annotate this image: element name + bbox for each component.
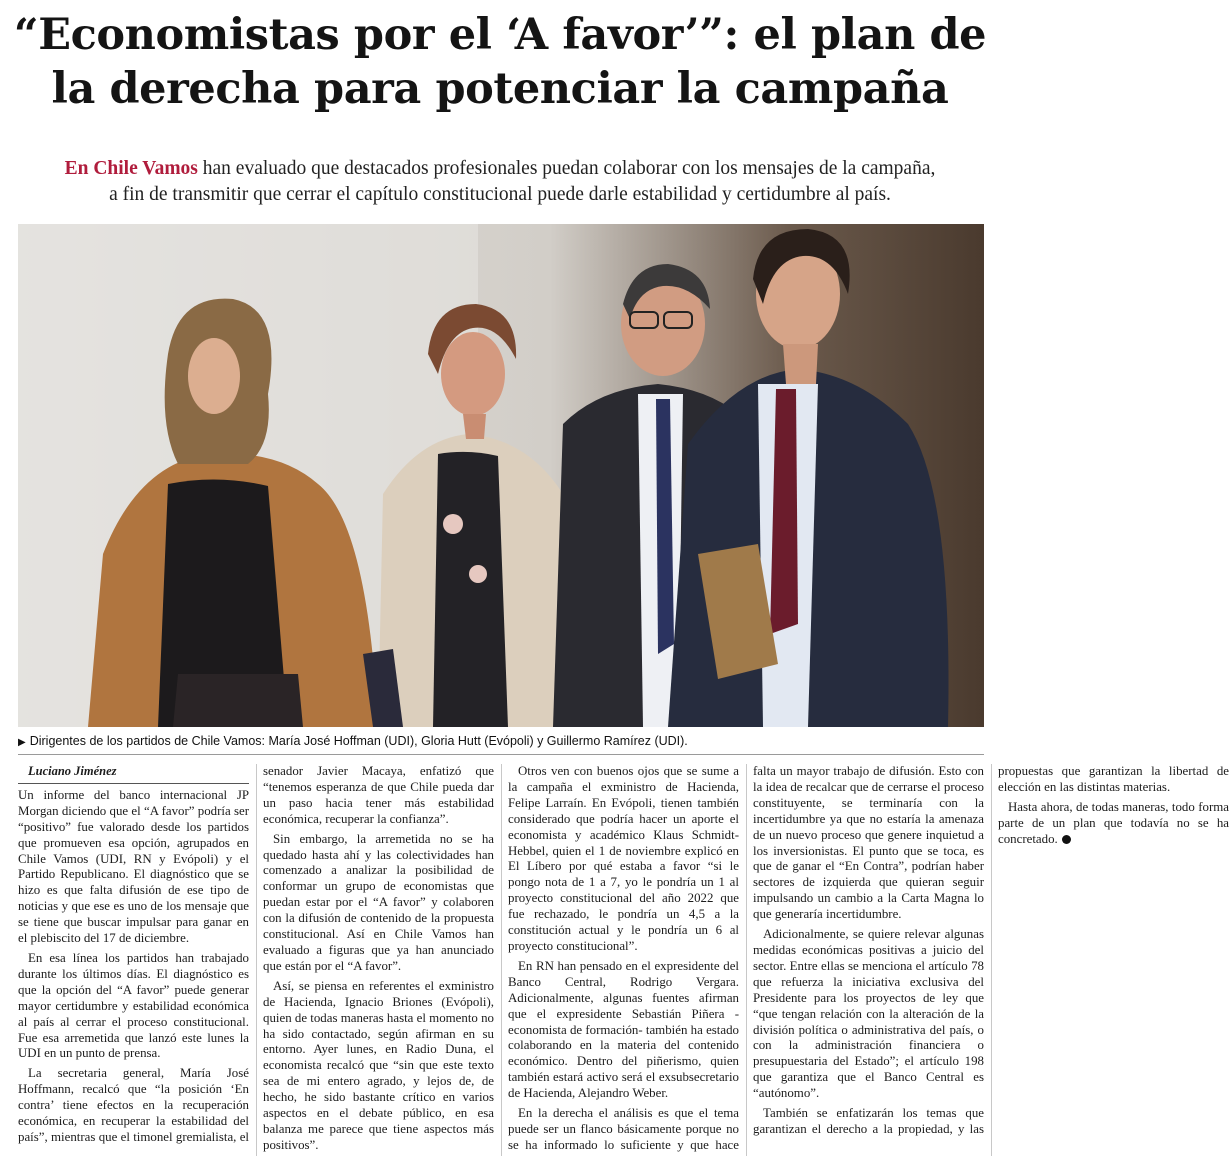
paragraph-last-text: Hasta ahora, de todas maneras, todo forma parte de un plan que todavía no se ha concretado. [998, 799, 1229, 846]
paragraph: La secretaria general, María José Hoffmann, recalcó que “la posición ‘En contra’ tiene efectos en la recuperación económica, en recuperar la estabilidad del país”, mientras que el timonel gremialista, el senador Javier Macaya, enfatizó que “tenemos esperanza de que Chile pueda dar un paso hacia tener más estabilidad económica, recuperar la confianza”. [18, 764, 494, 1144]
paragraph: Sin embargo, la arremetida no se ha quedado hasta ahí y las colectividades han comenzado a analizar la posibilidad de conformar un grupo de economistas que puedan estar por el “A favor” y colaboren con la difusión de contenido de la propuesta constitucional. Así en Chile Vamos han evaluado a figuras que ya han anunciado que están por el “A favor”. [263, 831, 494, 973]
paragraph: En esa línea los partidos han trabajado durante los últimos días. El diagnóstico es que la opción del “A favor” puede generar mayor certidumbre y estabilidad económica al país al cerrar el proceso constitucional. Fue esa arremetida que lanzó este lunes la UDI en un punto de prensa. [18, 950, 249, 1061]
paragraph: Otros ven con buenos ojos que se sume a la campaña el exministro de Hacienda, Felipe Larraín. En Evópoli, tienen también considerado que podría hacer un aporte el economista y académico Klaus Schmidt-Hebbel, quien el 1 de noviembre explicó en El Líbero por qué estaba a favor “si le pongo nota de 1 a 7, yo le pondría un 1 al proyecto constitucional del año 2022 que fue rechazado, le pondría un 4,5 a la constitución actual y le pondría un 6 al proyecto constitucional”. [508, 764, 739, 953]
paragraph: Así, se piensa en referentes el exministro de Hacienda, Ignacio Briones (Evópoli), quien de todas maneras hasta el momento no ha sido contactado, según afirman en su entorno. Ayer lunes, en Radio Duna, el economista recalcó que “sin que este texto sea de mi entero agrado, y lejos de, de hecho, he sido bastante crítico en varios aspectos en el debate público, en esa balanza me parece que tiene aspectos más positivos”. [263, 978, 494, 1152]
paragraph: También se enfatizarán los temas que garantizan el derecho a la propiedad, y las propuestas que garantizan la libertad de elección en las distintas materias. [753, 764, 1229, 1136]
article-photo [18, 224, 984, 727]
paragraph: En la derecha el análisis es que el tema puede ser un flanco básicamente porque no se ha informado lo suficiente y que hace falta un mayor trabajo de difusión. Esto con la idea de recalcar que de cerrarse el proceso constituyente, se terminaría con la incertidumbre ya que no estaría la amenaza de un nuevo proceso que genere inquietud a los inversionistas. El punto que se toca, es que de ganar el “En Contra”, podrían haber sectores de izquierda que quieran seguir impulsando un cambio a la Carta Magna lo que generaría incertidumbre. [508, 764, 984, 1152]
paragraph-last [998, 800, 1229, 848]
paragraph: En RN han pensado en el expresidente del Banco Central, Rodrigo Vergara. Adicionalmente, algunas fuentes afirman que el expresidente Sebastián Piñera -economista de formación- también ha estado colaborando en la materia del contenido económico. Dentro del piñerismo, quien también estará activo será el exsubsecretario de Hacienda, Alejandro Weber. [508, 958, 739, 1101]
end-mark-icon [1062, 835, 1071, 844]
byline: Luciano Jiménez [18, 764, 249, 784]
caption-divider [18, 754, 984, 755]
headline: “Economistas por el ‘A favor’”: el plan de la derecha para potenciar la campaña [13, 10, 987, 114]
deck-text: han evaluado que destacados profesionales puedan colaborar con los mensajes de la campaña, a fin de transmitir que cerrar el capítulo constitucional puede darle estabilidad y certidumbre al país. [109, 158, 936, 205]
article-body [18, 764, 1229, 1156]
deck-kicker: En Chile Vamos [64, 158, 198, 179]
caption-arrow-icon: ▶ [18, 737, 26, 748]
paragraph: Un informe del banco internacional JP Morgan diciendo que el “A favor” podría ser “positivo” fue valorado desde los partidos que promueven esa opción, agrupados en Chile Vamos (UDI, RN y Evópoli) y el Partido Republicano. El diagnóstico que se hizo es que falta difusión de ese tipo de noticias y que ese es uno de los mensaje que se tiene que buscar impulsar para ganar en el plebiscito del 17 de diciembre. [18, 787, 249, 946]
photo-caption [18, 733, 984, 751]
deck [60, 156, 940, 208]
paragraph: Adicionalmente, se quiere relevar algunas medidas económicas positivas a juicio del sector. Entre ellas se menciona el artículo 78 que refuerza la iniciativa exclusiva del Presidente para los proyectos de ley que “que tengan relación con la alteración de la división política o administrativa del país, o con la administración financiera o presupuestaria del Estado”; el artículo 198 que garantiza que el Banco Central es “autónomo”. [753, 927, 984, 1101]
caption-text: Dirigentes de los partidos de Chile Vamos: María José Hoffman (UDI), Gloria Hutt (Evópoli) y Guillermo Ramírez (UDI). [29, 734, 688, 748]
